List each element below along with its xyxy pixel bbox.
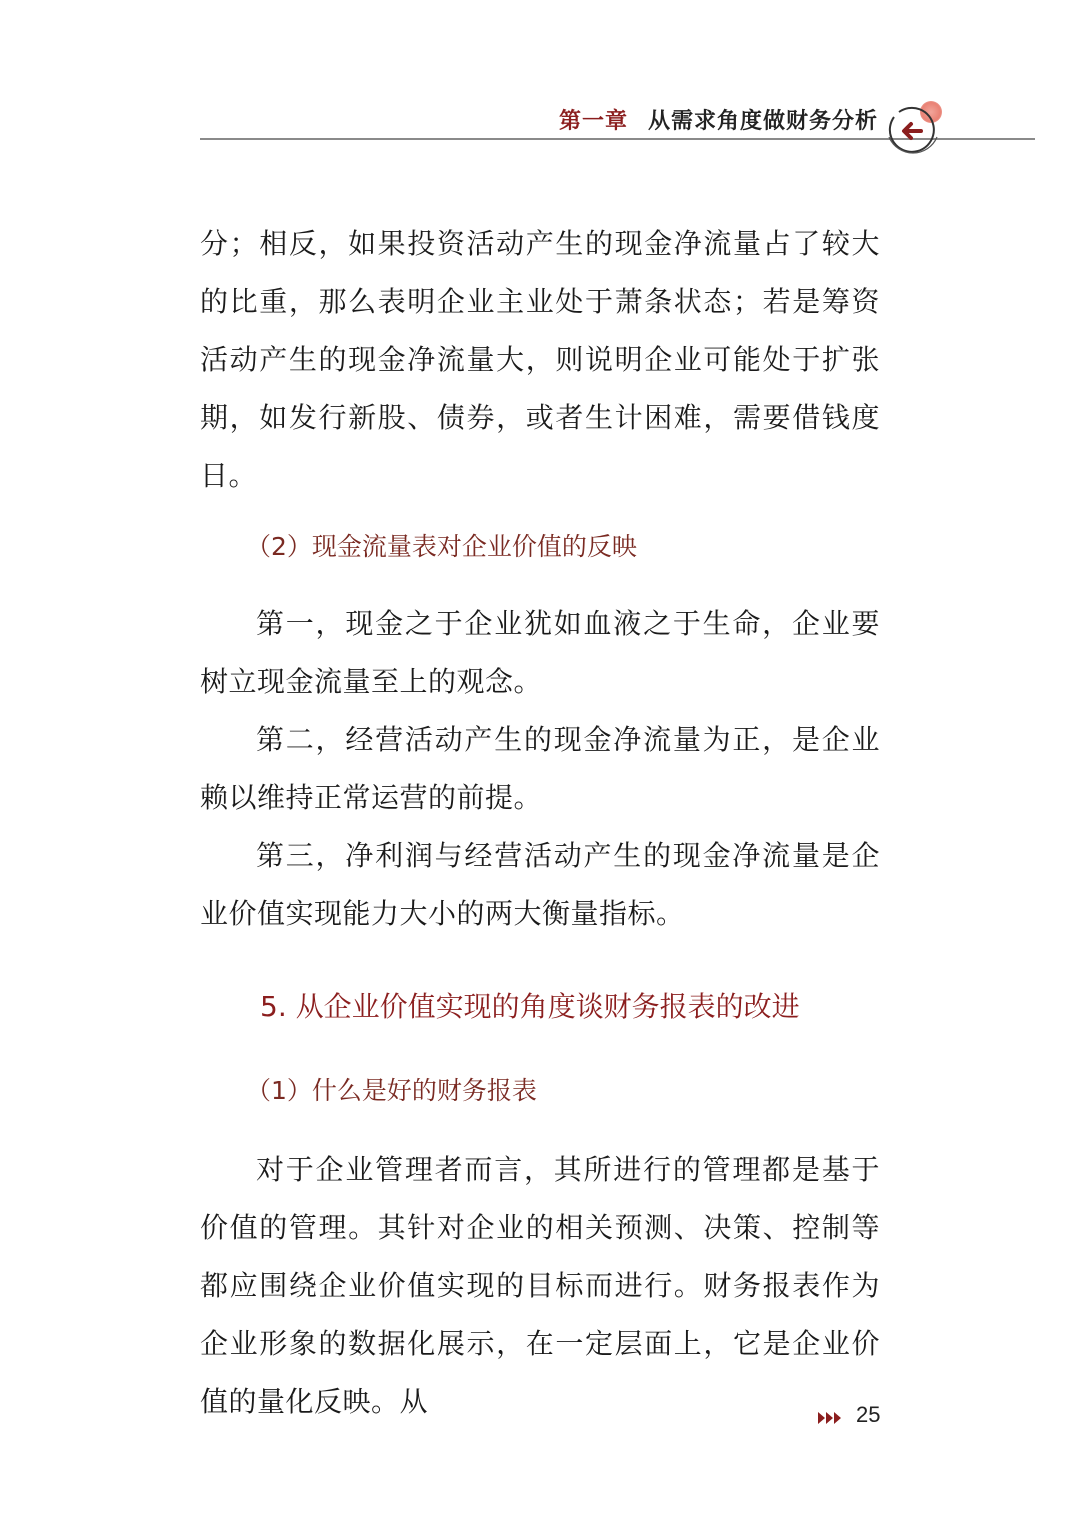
- list-item: 第三，净利润与经营活动产生的现金净流量是企业价值实现能力大小的两大衡量指标。: [200, 839, 880, 930]
- arrow-left-icon: [885, 103, 941, 159]
- back-button[interactable]: [885, 103, 941, 159]
- paragraph: 分；相反，如果投资活动产生的现金净流量占了较大的比重，那么表明企业主业处于萧条状态；若是筹资活动产生的现金净流量大，则说明企业可能处于扩张期，如发行新股、债券，或者生计困难，需要借钱度日。: [200, 227, 880, 492]
- triple-arrow-icon: [818, 1412, 842, 1424]
- list-item: 第一，现金之于企业犹如血液之于生命，企业要树立现金流量至上的观念。: [200, 607, 880, 698]
- section-heading: 5. 从企业价值实现的角度谈财务报表的改进: [260, 990, 800, 1023]
- page-header: [0, 0, 1080, 170]
- running-head: [559, 104, 878, 135]
- page-footer: [812, 1402, 892, 1432]
- sub-heading: （2）现金流量表对企业价值的反映: [246, 532, 637, 561]
- chapter-label: 第一章: [558, 109, 628, 134]
- page-number: 25: [856, 1402, 881, 1427]
- paragraph: 对于企业管理者而言，其所进行的管理都是基于价值的管理。其针对企业的相关预测、决策、控制等都应围绕企业价值实现的目标而进行。财务报表作为企业形象的数据化展示，在一定层面上，它是企业价值的量化反映。从: [200, 1153, 880, 1418]
- sub-heading: （1）什么是好的财务报表: [246, 1076, 537, 1105]
- list-item: 第二，经营活动产生的现金净流量为正，是企业赖以维持正常运营的前提。: [200, 723, 880, 814]
- page-body: [200, 215, 880, 1431]
- chapter-title: 从需求角度做财务分析: [647, 109, 878, 134]
